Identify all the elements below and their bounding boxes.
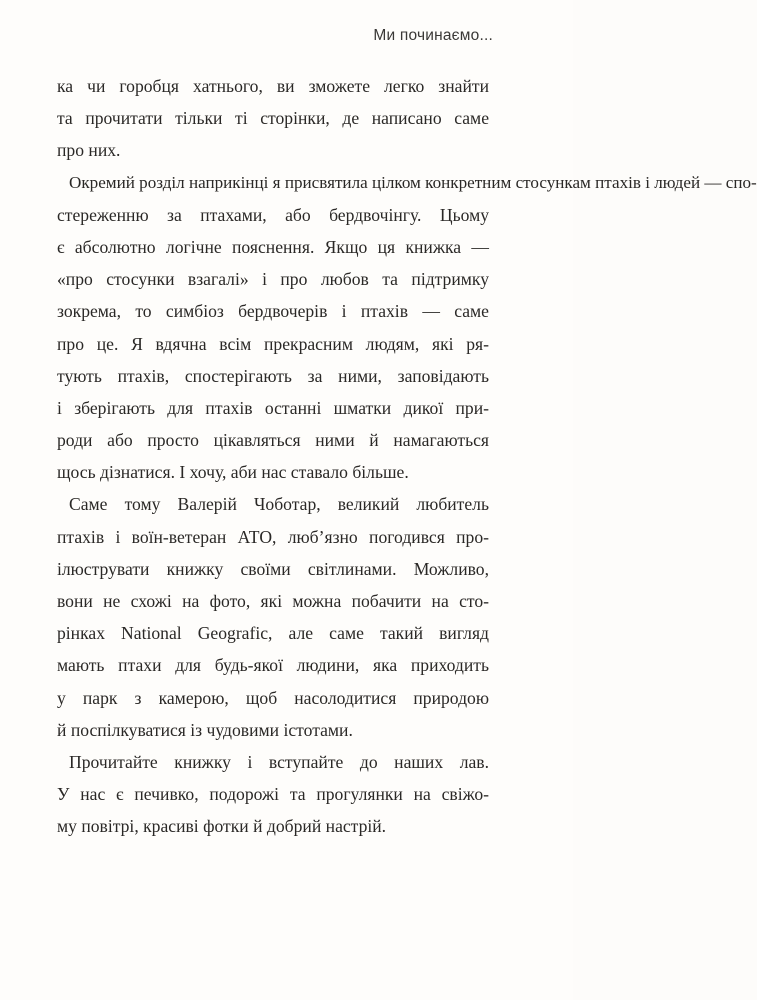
text-line: і зберігають для птахів останні шматки дикої при- [57,397,489,418]
text-line: Прочитайте книжку і вступайте до наших лав. [69,751,489,772]
text-line: у парк з камерою, щоб насолодитися природою [57,687,489,708]
text-line: Окремий розділ наприкінці я присвятила цілком конкретним стосункам птахів і людей — спо- [69,172,757,192]
text-line: щось дізнатися. І хочу, аби нас ставало більше. [57,462,409,483]
paragraph [57,167,757,489]
paragraph [57,70,489,167]
text-line: зокрема, то симбіоз бердвочерів і птахів — саме [57,301,489,322]
text-line: про це. Я вдячна всім прекрасним людям, які ря- [57,333,489,354]
text-line: тують птахів, спостерігають за ними, заповідають [57,365,489,386]
text-line: рінках National Geografic, але саме такий вигляд [57,623,489,644]
text-line: мають птахи для будь-якої людини, яка приходить [57,655,489,676]
text-line: вони не схожі на фото, які можна побачити на сто- [57,591,489,611]
text-line: У нас є печивко, подорожі та прогулянки на свіжо- [57,784,489,805]
paragraph [57,746,489,843]
text-line: стереженню за птахами, або бердвочінгу. Цьому [57,204,489,225]
text-line: «про стосунки взагалі» і про любов та підтримку [57,269,489,290]
text-line: та прочитати тільки ті сторінки, де написано саме [57,108,489,129]
text-line: є абсолютно логічне пояснення. Якщо ця книжка — [57,236,489,257]
body-text [57,70,757,843]
running-head: Ми починаємо... [373,27,493,44]
text-line: роди або просто цікавляться ними й намагаються [57,430,489,451]
text-line: му повітрі, красиві фотки й добрий настрій. [57,816,387,837]
text-line: ілюструвати книжку своїми світлинами. Можливо, [57,558,489,579]
paragraph [57,488,489,746]
text-line: й поспілкуватися із чудовими істотами. [57,719,353,740]
text-line: про них. [57,140,121,161]
text-line: Саме тому Валерій Чоботар, великий любитель [69,494,489,515]
text-line: птахів і воїн-ветеран АТО, люб’язно погодився про- [57,526,489,547]
text-line: ка чи горобця хатнього, ви зможете легко знайти [57,76,489,96]
